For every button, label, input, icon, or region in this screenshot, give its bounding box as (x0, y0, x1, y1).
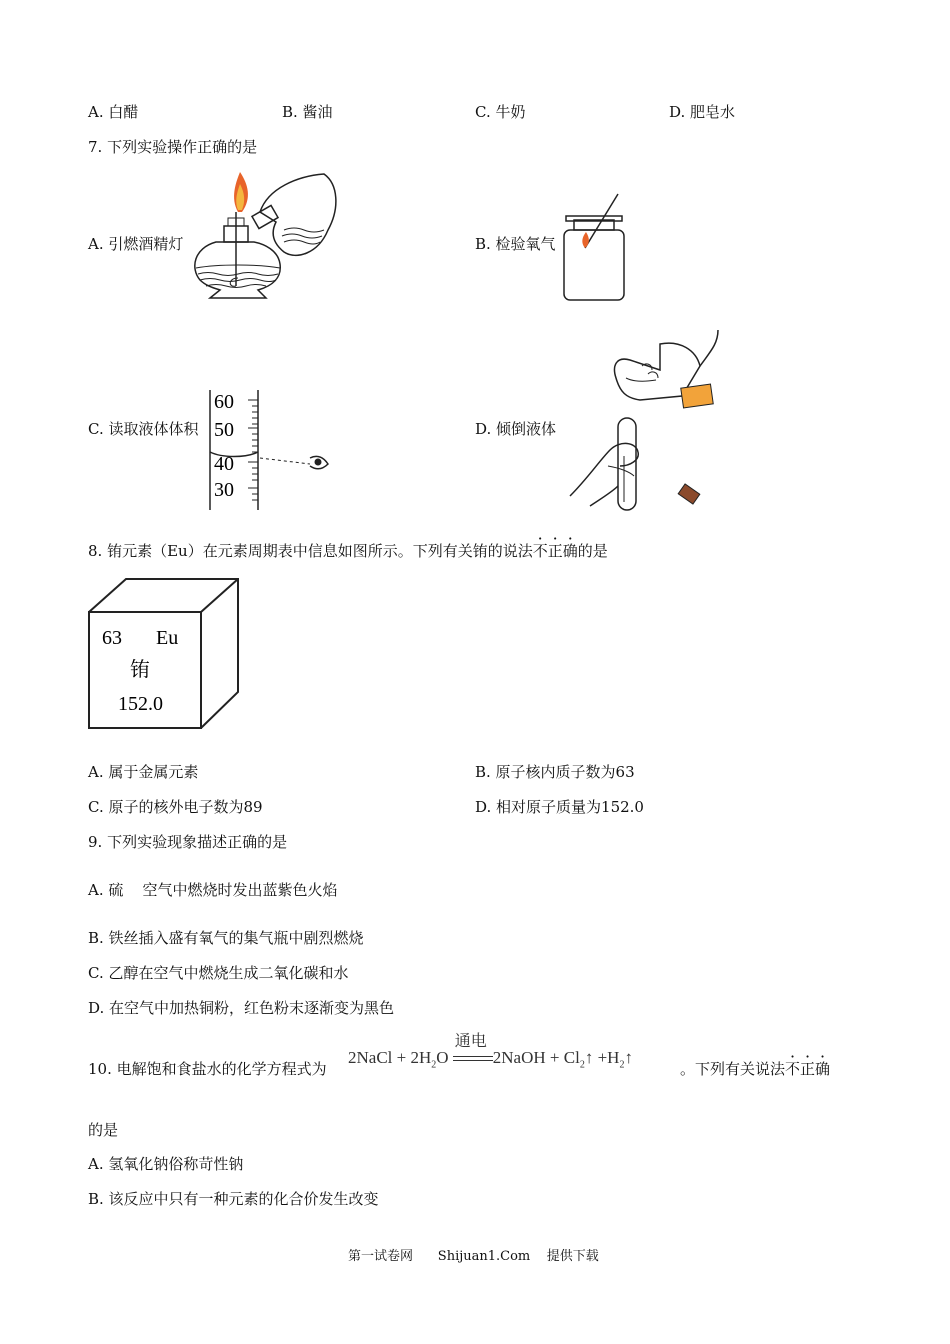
q8-option-c: C. 原子的核外电子数为89 (88, 798, 263, 816)
footer-text: 第一试卷网 Shijuan1.Com 提供下载 (348, 1249, 599, 1264)
q10-stem-mid-text: 。下列有关说法 (680, 1060, 786, 1078)
q8-emph-3: 确 (562, 542, 578, 560)
q10-stem-mid (680, 1060, 830, 1078)
q10-emph-3: 确 (815, 1060, 831, 1078)
eq-sub-3: 2 (619, 1059, 625, 1071)
eq-condition-block (453, 1031, 493, 1068)
q10-emph-1: 不 (785, 1060, 801, 1078)
q9-option-d: D. 在空气中加热铜粉，红色粉末逐渐变为黑色 (88, 999, 395, 1017)
oxygen-bottle-illustration (560, 192, 630, 304)
element-cell (86, 576, 242, 732)
q8-emph-2: 正 (547, 542, 563, 560)
q8-option-d: D. 相对原子质量为152.0 (475, 798, 644, 816)
q8-option-b: B. 原子核内质子数为63 (475, 763, 635, 781)
q7-stem: 7. 下列实验操作正确的是 (88, 138, 258, 156)
q8-stem-pre: 8. 铕元素（Eu）在元素周期表中信息如图所示。下列有关铕的说法 (88, 542, 533, 560)
q10-stem-line2: 的是 (88, 1121, 119, 1139)
q6-option-d: D. 肥皂水 (669, 103, 736, 121)
tick-30: 30 (214, 479, 234, 501)
eq-oxygen: O (436, 1048, 449, 1067)
q9-option-a: A. 硫 空气中燃烧时发出蓝紫色火焰 (88, 881, 338, 899)
tick-50: 50 (214, 419, 234, 441)
eq-sub-1: 2 (431, 1059, 437, 1071)
q7-option-d: D. 倾倒液体 (475, 420, 557, 438)
eq-condition: 通电 (454, 1031, 487, 1051)
atomic-mass: 152.0 (118, 693, 163, 715)
cylinder-illustration (206, 386, 336, 514)
eq-left: 2NaCl + 2H (348, 1048, 432, 1067)
eq-arrow-1: ↑ +H (584, 1048, 620, 1067)
q8-stem (88, 542, 608, 560)
tick-60: 60 (214, 391, 234, 413)
q10-stem-pre: 10. 电解饱和食盐水的化学方程式为 (88, 1060, 327, 1078)
eq-sub-2: 2 (579, 1059, 585, 1071)
q10-emph-2: 正 (800, 1060, 816, 1078)
q8-emph-1: 不 (532, 542, 548, 560)
tick-40: 40 (214, 453, 234, 475)
element-symbol: Eu (156, 627, 179, 649)
eq-double-line (453, 1056, 493, 1061)
q9-stem: 9. 下列实验现象描述正确的是 (88, 833, 288, 851)
q7-option-c: C. 读取液体体积 (88, 420, 199, 438)
q6-option-c: C. 牛奶 (475, 103, 526, 121)
q7-option-b: B. 检验氧气 (475, 235, 556, 253)
eq-right: 2NaOH + Cl (492, 1048, 580, 1067)
chemical-equation (348, 1031, 633, 1071)
q9-option-c: C. 乙醇在空气中燃烧生成二氧化碳和水 (88, 964, 349, 982)
q6-option-a: A. 白醋 (88, 103, 139, 121)
q6-option-b: B. 酱油 (282, 103, 333, 121)
q8-stem-post: 的是 (577, 542, 608, 560)
q8-option-a: A. 属于金属元素 (88, 763, 199, 781)
alcohol-lamp-illustration (188, 168, 340, 304)
q7-option-a: A. 引燃酒精灯 (88, 235, 184, 253)
q9-option-b: B. 铁丝插入盛有氧气的集气瓶中剧烈燃烧 (88, 929, 364, 947)
pouring-illustration (560, 326, 720, 516)
q10-option-b: B. 该反应中只有一种元素的化合价发生改变 (88, 1190, 379, 1208)
q10-option-a: A. 氢氧化钠俗称苛性钠 (88, 1155, 244, 1173)
element-name: 铕 (130, 657, 150, 681)
atomic-number: 63 (102, 627, 122, 649)
eq-arrow-2: ↑ (624, 1048, 633, 1067)
